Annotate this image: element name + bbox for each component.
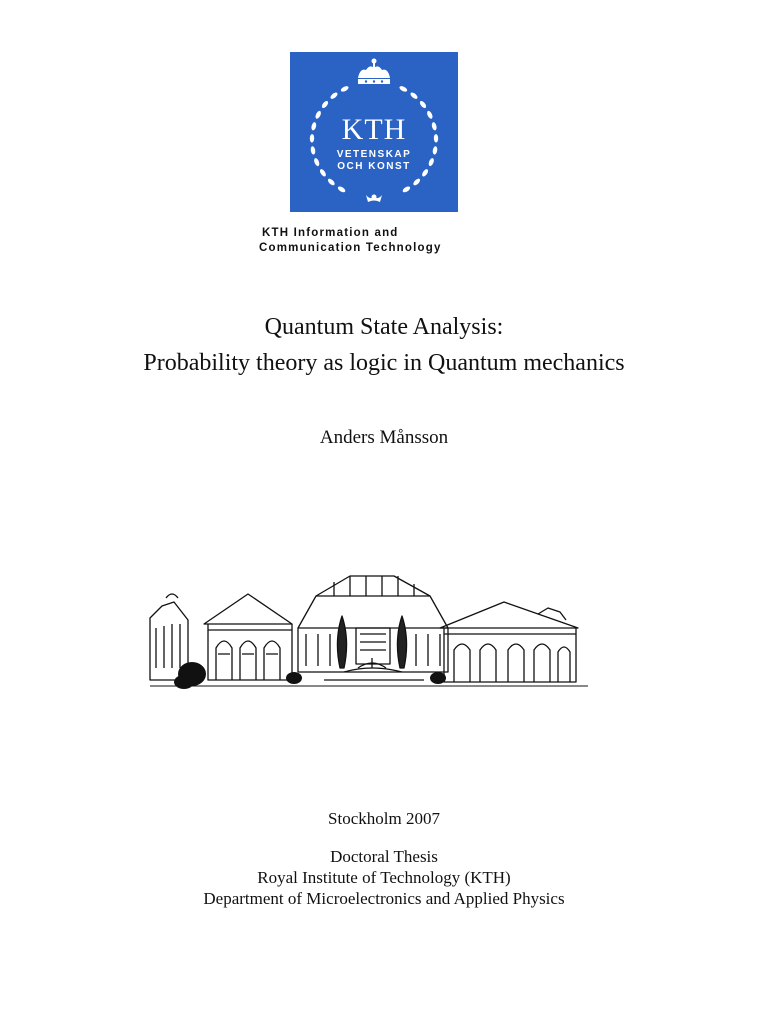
logo-name: KTH: [341, 113, 407, 146]
wreath-leaf: [327, 177, 336, 186]
thesis-title-line2: Probability theory as logic in Quantum mechanics: [143, 350, 625, 376]
wreath-leaf: [329, 91, 338, 100]
wreath-leaf: [419, 100, 428, 109]
author-name: Anders Månsson: [319, 427, 449, 448]
school-name: [259, 226, 499, 256]
school-name-line1: KTH Information and: [262, 227, 399, 239]
thesis-title-line1: Quantum State Analysis:: [264, 314, 504, 340]
wreath-leaf: [409, 91, 418, 100]
wreath-leaf: [337, 185, 346, 193]
institution-name: Royal Institute of Technology (KTH): [257, 868, 511, 887]
department-name: Department of Microelectronics and Applied Physics: [203, 889, 565, 908]
school-name-line2: Communication Technology: [259, 242, 442, 254]
wreath-leaf: [402, 185, 411, 193]
place-and-year: Stockholm 2007: [328, 809, 440, 828]
wreath-leaf: [321, 100, 330, 109]
kth-logo: [290, 52, 458, 212]
campus-building-sketch-icon: [148, 568, 588, 690]
wreath-leaf: [412, 177, 421, 186]
wreath-leaf: [399, 85, 408, 93]
logo-motto-line2: OCH KONST: [337, 161, 411, 172]
thesis-type: Doctoral Thesis: [330, 847, 438, 866]
logo-motto-line1: VETENSKAP: [336, 149, 412, 160]
wreath-leaf: [340, 85, 349, 93]
